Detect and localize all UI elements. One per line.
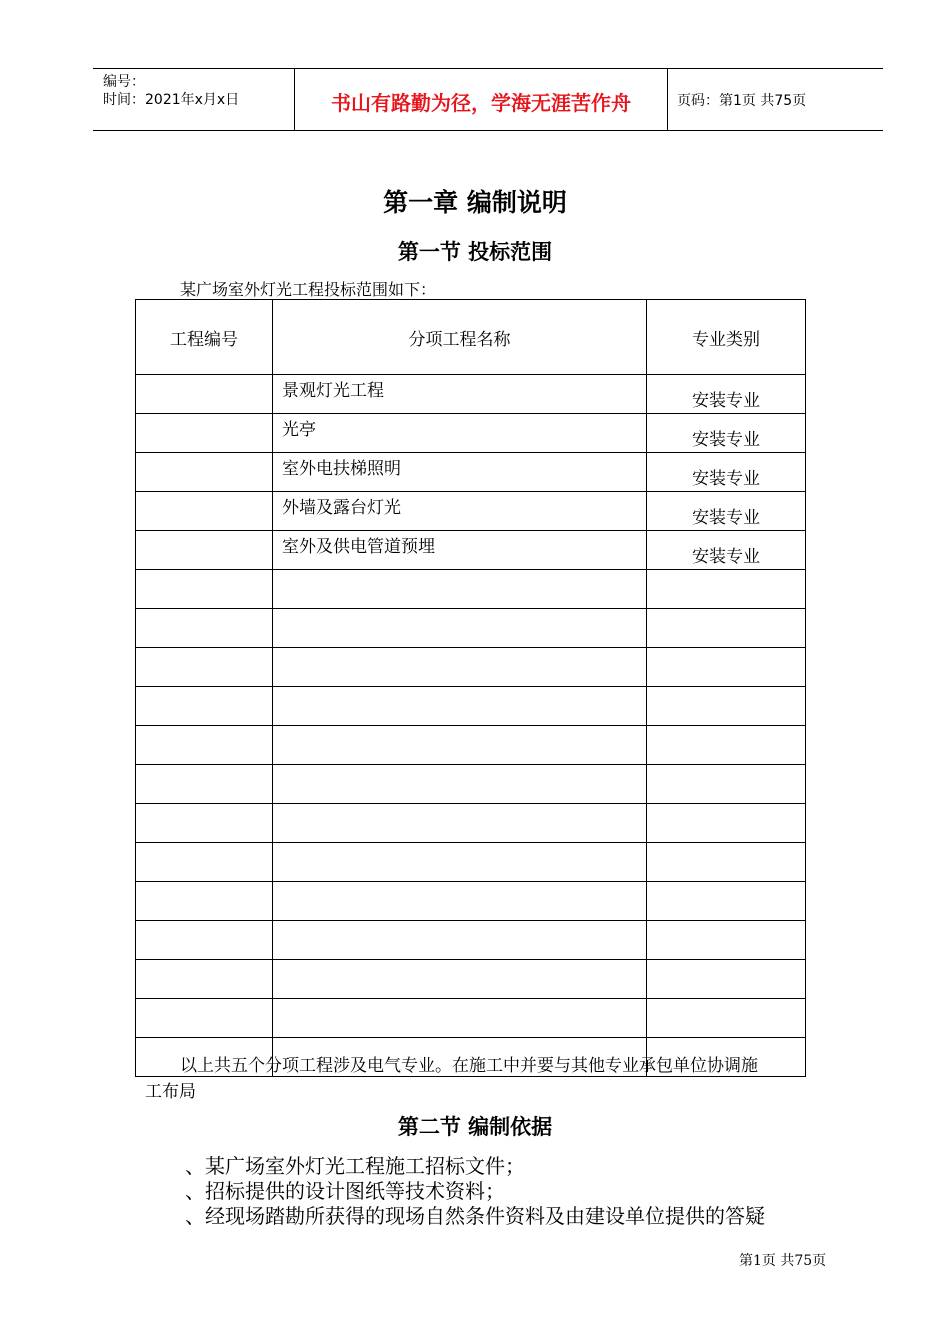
specialty-cell: 安装专业 [647,492,806,531]
project-number-cell [136,531,273,570]
page-footer: 第1页 共75页 [739,1253,827,1269]
specialty-cell [647,726,806,765]
sub-project-name-cell: 室外电扶梯照明 [273,453,647,492]
table-row [136,687,806,726]
table-row [136,375,806,414]
table-row [136,492,806,531]
project-number-cell [136,609,273,648]
sub-project-name-cell: 光亭 [273,414,647,453]
header-sub-project-name: 分项工程名称 [273,300,647,375]
specialty-cell: 安装专业 [647,453,806,492]
specialty-cell: 安装专业 [647,375,806,414]
specialty-cell: 安装专业 [647,414,806,453]
header-number-label: 编号： [103,74,145,90]
section1-note-line2: 工布局 [145,1082,196,1102]
table-row [136,882,806,921]
header-right-cell [667,69,883,130]
sub-project-name-cell [273,843,647,882]
table-row [136,765,806,804]
header-left-cell [93,69,294,130]
specialty-cell [647,921,806,960]
bid-scope-table [135,299,806,1077]
sub-project-name-cell [273,765,647,804]
project-number-cell [136,453,273,492]
table-body [136,375,806,1077]
project-number-cell [136,882,273,921]
project-number-cell [136,414,273,453]
header-specialty: 专业类别 [647,300,806,375]
table-row [136,453,806,492]
specialty-cell [647,648,806,687]
header-middle-cell [294,69,668,130]
sub-project-name-cell: 景观灯光工程 [273,375,647,414]
sub-project-name-cell [273,570,647,609]
specialty-cell [647,765,806,804]
specialty-cell [647,882,806,921]
sub-project-name-cell [273,609,647,648]
sub-project-name-cell: 室外及供电管道预埋 [273,531,647,570]
specialty-cell [647,960,806,999]
sub-project-name-cell [273,648,647,687]
specialty-cell [647,843,806,882]
basis-item: 、经现场踏勘所获得的现场自然条件资料及由建设单位提供的答疑 [185,1204,765,1228]
sub-project-name-cell [273,999,647,1038]
project-number-cell [136,999,273,1038]
section2-title: 第二节 编制依据 [397,1115,553,1139]
specialty-cell [647,570,806,609]
table-header-row [136,300,806,375]
header-project-number: 工程编号 [136,300,273,375]
project-number-cell [136,648,273,687]
specialty-cell [647,999,806,1038]
sub-project-name-cell [273,726,647,765]
header-page-info: 页码：第1页 共75页 [677,93,807,109]
table-row [136,843,806,882]
specialty-cell [647,687,806,726]
basis-item: 、招标提供的设计图纸等技术资料； [185,1179,505,1203]
table-row [136,609,806,648]
project-number-cell [136,726,273,765]
table-row [136,960,806,999]
project-number-cell [136,765,273,804]
project-number-cell [136,843,273,882]
project-number-cell [136,687,273,726]
specialty-cell [647,609,806,648]
table-row [136,804,806,843]
chapter-title: 第一章 编制说明 [383,188,567,217]
project-number-cell [136,804,273,843]
sub-project-name-cell [273,804,647,843]
project-number-cell [136,492,273,531]
table-row [136,414,806,453]
header-motto: 书山有路勤为径，学海无涯苦作舟 [331,91,631,115]
section1-title: 第一节 投标范围 [397,240,553,264]
specialty-cell [647,804,806,843]
table-row [136,921,806,960]
table-row [136,531,806,570]
sub-project-name-cell: 外墙及露台灯光 [273,492,647,531]
project-number-cell [136,960,273,999]
basis-item: 、某广场室外灯光工程施工招标文件； [185,1154,525,1178]
table-row [136,648,806,687]
project-number-cell [136,375,273,414]
table-row [136,726,806,765]
sub-project-name-cell [273,882,647,921]
table-row [136,999,806,1038]
specialty-cell: 安装专业 [647,531,806,570]
sub-project-name-cell [273,921,647,960]
sub-project-name-cell [273,687,647,726]
project-number-cell [136,921,273,960]
table-row [136,570,806,609]
project-number-cell [136,570,273,609]
section1-note-line1: 以上共五个分项工程涉及电气专业。在施工中并要与其他专业承包单位协调施 [180,1056,758,1076]
header-time-label: 时间：2021年x月x日 [103,92,240,108]
sub-project-name-cell [273,960,647,999]
section1-intro: 某广场室外灯光工程投标范围如下： [180,280,437,299]
page-header [93,68,883,131]
